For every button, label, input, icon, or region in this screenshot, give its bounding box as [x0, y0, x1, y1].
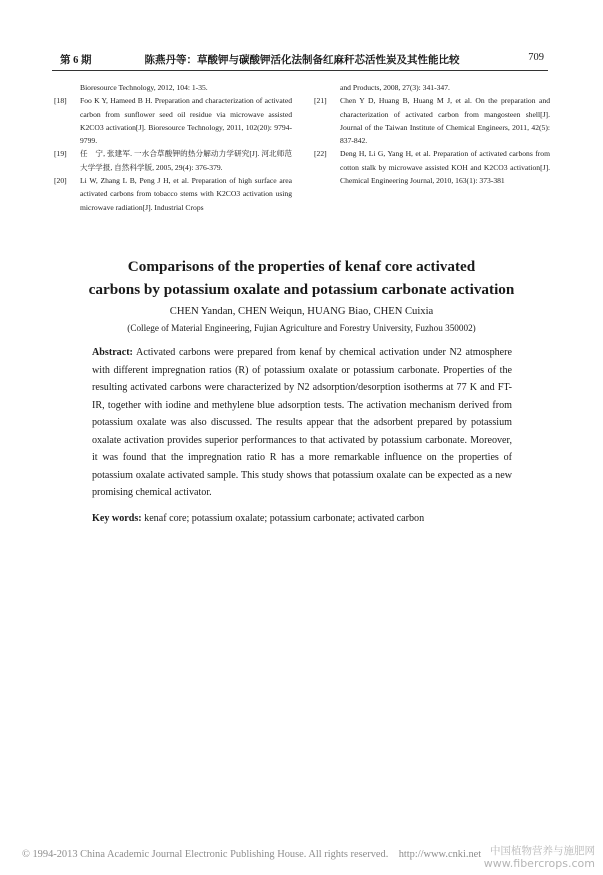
- reference-number: [21]: [314, 96, 327, 106]
- keywords-text: kenaf core; potassium oxalate; potassium carbonate; activated carbon: [144, 513, 425, 524]
- reference-item: [314, 147, 550, 187]
- reference-number: [18]: [54, 96, 67, 106]
- running-header: [60, 52, 544, 70]
- keywords: [92, 513, 512, 524]
- abstract-label: Abstract:: [92, 347, 133, 358]
- running-title: 陈燕丹等：草酸钾与碳酸钾活化法制备红麻秆芯活性炭及其性能比较: [144, 55, 460, 66]
- reference-text: and Products, 2008, 27(3): 341-347.: [340, 83, 450, 92]
- reference-text: Bioresource Technology, 2012, 104: 1-35.: [80, 83, 208, 92]
- abstract-text: Activated carbons were prepared from kenaf by chemical activation under N2 atmosphere with different impregnation ratios (R) of potassium oxalate or potassium carbonate. Properties of the resulting activated carbons were characterized by N2 adsorption/desorption isotherms at 77 K and FT-IR, together with iodine and methylene blue adsorption tests. The activation mechanism derived from potassium oxalate was also discussed. The results appear that the adsorbent prepared by potassium oxalate activation provides superior performances to that activated by potassium carbonate. Moreover, it was found that the impregnation ratio R has a more remarkable influence on the properties of potassium oxalate activated sample. This study shows that potassium oxalate can be expected as a new promising chemical activator.: [92, 347, 513, 499]
- reference-number: [22]: [314, 149, 327, 159]
- reference-text: Chen Y D, Huang B, Huang M J, et al. On the preparation and characterization of activated carbon from mangosteen shell[J]. Journal of the Taiwan Institute of Chemical Engineers, 2011, 42(5): 837-842.: [340, 96, 550, 146]
- reference-item: [314, 94, 550, 147]
- watermark-text: 中国植物营养与施肥网: [490, 845, 595, 857]
- copyright-footer: © 1994-2013 China Academic Journal Electronic Publishing House. All rights reserved. http://www.cnki.net: [22, 849, 482, 860]
- author-list: CHEN Yandan, CHEN Weiqun, HUANG Biao, CHEN Cuixia: [169, 306, 434, 317]
- reference-item: [54, 147, 292, 174]
- reference-text: Li W, Zhang L B, Peng J H, et al. Preparation of high surface area activated carbons from tobacco stems with K2CO3 activation using microwave radiation[J]. Industrial Crops: [80, 176, 292, 212]
- reference-item: [314, 81, 550, 94]
- reference-item: [54, 81, 292, 94]
- reference-number: [20]: [54, 176, 67, 186]
- affiliation: (College of Material Engineering, Fujian Agriculture and Forestry University, Fuzhou 350002): [127, 323, 476, 333]
- page-number: 709: [528, 52, 544, 63]
- reference-text: Deng H, Li G, Yang H, et al. Preparation of activated carbons from cotton stalk by microwave assisted KOH and K2CO3 activation[J]. Chemical Engineering Journal, 2010, 163(1): 373-381: [340, 149, 550, 186]
- abstract: [92, 344, 512, 502]
- header-rule: [52, 70, 548, 71]
- reference-item: [54, 174, 292, 214]
- references-right-column: [314, 81, 550, 187]
- article-title: [40, 255, 563, 301]
- reference-text: Foo K Y, Hameed B H. Preparation and characterization of activated carbon from sunflower seed oil residue via microwave assisted K2CO3 activation[J]. Bioresource Technology, 2011, 102(20): 9794-9799.: [80, 96, 292, 146]
- reference-number: [19]: [54, 149, 67, 159]
- reference-text: 任 宁, 张建军. 一水合草酸钾的热分解动力学研究[J]. 河北师范大学学报, 自然科学版, 2005, 29(4): 376-379.: [80, 149, 292, 172]
- article-title-line: carbons by potassium oxalate and potassium carbonate activation: [88, 281, 515, 298]
- issue-number: 第 6 期: [60, 55, 92, 66]
- keywords-label: Key words:: [92, 513, 142, 524]
- watermark-url: www.fibercrops.com: [483, 857, 595, 870]
- references-left-column: [54, 81, 292, 214]
- article-title-line: Comparisons of the properties of kenaf core activated: [127, 258, 476, 275]
- reference-item: [54, 94, 292, 147]
